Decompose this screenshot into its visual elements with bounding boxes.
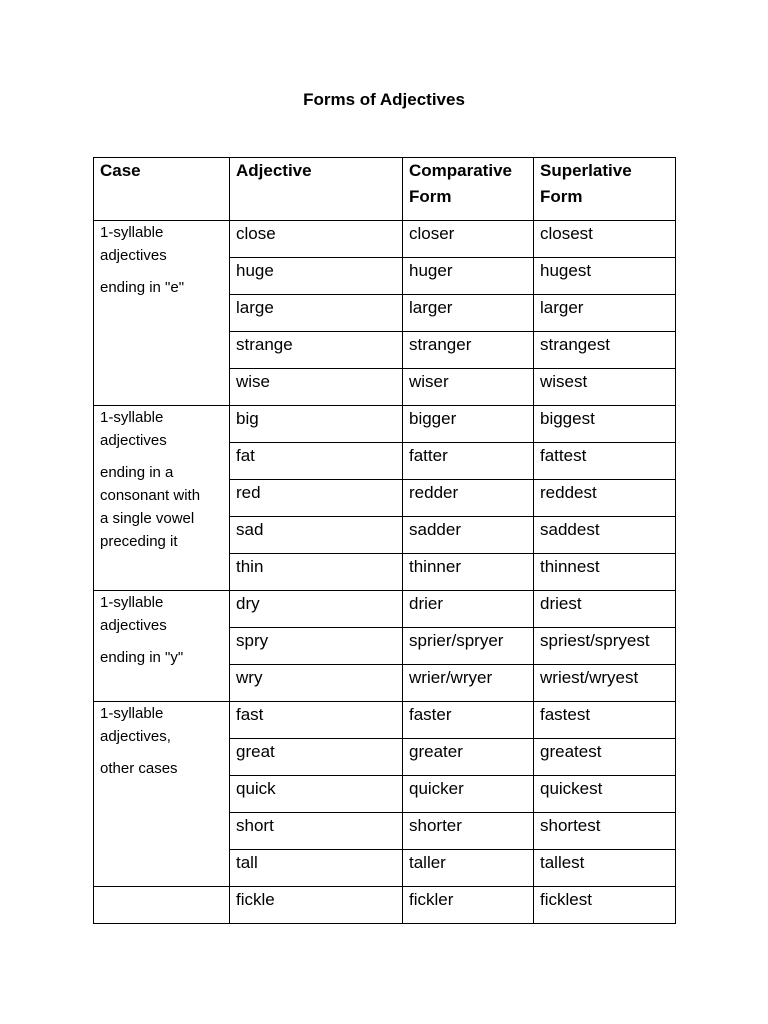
adjective-cell: tall bbox=[230, 850, 403, 887]
case-cell bbox=[94, 221, 230, 406]
superlative-cell: spriest/spryest bbox=[534, 628, 676, 665]
superlative-cell: driest bbox=[534, 591, 676, 628]
header-superlative-line: Form bbox=[540, 187, 583, 206]
table-row bbox=[94, 221, 676, 258]
adjective-cell: sad bbox=[230, 517, 403, 554]
case-text-line: 1-syllable bbox=[100, 224, 164, 241]
comparative-cell: fickler bbox=[403, 887, 534, 924]
case-text-line: 1-syllable bbox=[100, 409, 164, 426]
case-text-line: adjectives bbox=[100, 432, 167, 449]
superlative-cell: fattest bbox=[534, 443, 676, 480]
case-text-block bbox=[100, 276, 223, 299]
adjective-cell: red bbox=[230, 480, 403, 517]
header-comparative-line: Comparative bbox=[409, 161, 512, 180]
header-superlative-line: Superlative bbox=[540, 161, 632, 180]
comparative-cell: quicker bbox=[403, 776, 534, 813]
adjective-cell: wise bbox=[230, 369, 403, 406]
case-text-block bbox=[100, 757, 223, 780]
adjective-cell: wry bbox=[230, 665, 403, 702]
superlative-cell: strangest bbox=[534, 332, 676, 369]
page-title: Forms of Adjectives bbox=[303, 90, 465, 109]
case-text-line: consonant with bbox=[100, 487, 201, 504]
case-text-line: adjectives, bbox=[100, 728, 171, 745]
table-row bbox=[94, 406, 676, 443]
superlative-cell: tallest bbox=[534, 850, 676, 887]
case-text-line: ending in a bbox=[100, 464, 174, 481]
comparative-cell: stranger bbox=[403, 332, 534, 369]
table-row bbox=[94, 591, 676, 628]
case-text-block bbox=[100, 646, 223, 669]
comparative-cell: huger bbox=[403, 258, 534, 295]
case-text-line: other cases bbox=[100, 760, 178, 777]
superlative-cell: reddest bbox=[534, 480, 676, 517]
case-text-line: a single vowel bbox=[100, 510, 195, 527]
superlative-cell: wisest bbox=[534, 369, 676, 406]
case-text-line: ending in "y" bbox=[100, 649, 184, 666]
superlative-cell: wriest/wryest bbox=[534, 665, 676, 702]
adjective-cell: dry bbox=[230, 591, 403, 628]
comparative-cell: faster bbox=[403, 702, 534, 739]
superlative-cell: fastest bbox=[534, 702, 676, 739]
case-text-line: preceding it bbox=[100, 533, 178, 550]
adjective-cell: big bbox=[230, 406, 403, 443]
superlative-cell: saddest bbox=[534, 517, 676, 554]
adjective-cell: huge bbox=[230, 258, 403, 295]
adjective-cell: fast bbox=[230, 702, 403, 739]
header-superlative bbox=[534, 158, 676, 221]
comparative-cell: sadder bbox=[403, 517, 534, 554]
adjective-cell: thin bbox=[230, 554, 403, 591]
case-cell bbox=[94, 702, 230, 887]
case-cell bbox=[94, 406, 230, 591]
header-comparative-line: Form bbox=[409, 187, 452, 206]
header-adjective: Adjective bbox=[230, 158, 403, 221]
case-text-line: 1-syllable bbox=[100, 594, 164, 611]
comparative-cell: thinner bbox=[403, 554, 534, 591]
adjective-cell: large bbox=[230, 295, 403, 332]
case-text-line: 1-syllable bbox=[100, 705, 164, 722]
superlative-cell: larger bbox=[534, 295, 676, 332]
superlative-cell: shortest bbox=[534, 813, 676, 850]
table-row bbox=[94, 702, 676, 739]
comparative-cell: shorter bbox=[403, 813, 534, 850]
comparative-cell: fatter bbox=[403, 443, 534, 480]
superlative-cell: thinnest bbox=[534, 554, 676, 591]
superlative-cell: biggest bbox=[534, 406, 676, 443]
comparative-cell: greater bbox=[403, 739, 534, 776]
adjective-cell: spry bbox=[230, 628, 403, 665]
comparative-cell: bigger bbox=[403, 406, 534, 443]
header-case: Case bbox=[94, 158, 230, 221]
case-text-block bbox=[100, 461, 223, 553]
case-cell bbox=[94, 887, 230, 924]
comparative-cell: closer bbox=[403, 221, 534, 258]
adjective-cell: quick bbox=[230, 776, 403, 813]
comparative-cell: larger bbox=[403, 295, 534, 332]
superlative-cell: hugest bbox=[534, 258, 676, 295]
case-text-line: ending in "e" bbox=[100, 279, 185, 296]
adjective-forms-table bbox=[93, 157, 676, 924]
superlative-cell: closest bbox=[534, 221, 676, 258]
adjective-cell: fat bbox=[230, 443, 403, 480]
adjective-cell: fickle bbox=[230, 887, 403, 924]
adjective-cell: strange bbox=[230, 332, 403, 369]
case-text-line: adjectives bbox=[100, 247, 167, 264]
superlative-cell: greatest bbox=[534, 739, 676, 776]
table-row bbox=[94, 887, 676, 924]
comparative-cell: drier bbox=[403, 591, 534, 628]
comparative-cell: redder bbox=[403, 480, 534, 517]
superlative-cell: ficklest bbox=[534, 887, 676, 924]
adjective-cell: close bbox=[230, 221, 403, 258]
header-comparative bbox=[403, 158, 534, 221]
adjective-cell: short bbox=[230, 813, 403, 850]
comparative-cell: taller bbox=[403, 850, 534, 887]
superlative-cell: quickest bbox=[534, 776, 676, 813]
adjective-cell: great bbox=[230, 739, 403, 776]
comparative-cell: sprier/spryer bbox=[403, 628, 534, 665]
header-row bbox=[94, 158, 676, 221]
case-text-line: adjectives bbox=[100, 617, 167, 634]
case-cell bbox=[94, 591, 230, 702]
comparative-cell: wiser bbox=[403, 369, 534, 406]
comparative-cell: wrier/wryer bbox=[403, 665, 534, 702]
